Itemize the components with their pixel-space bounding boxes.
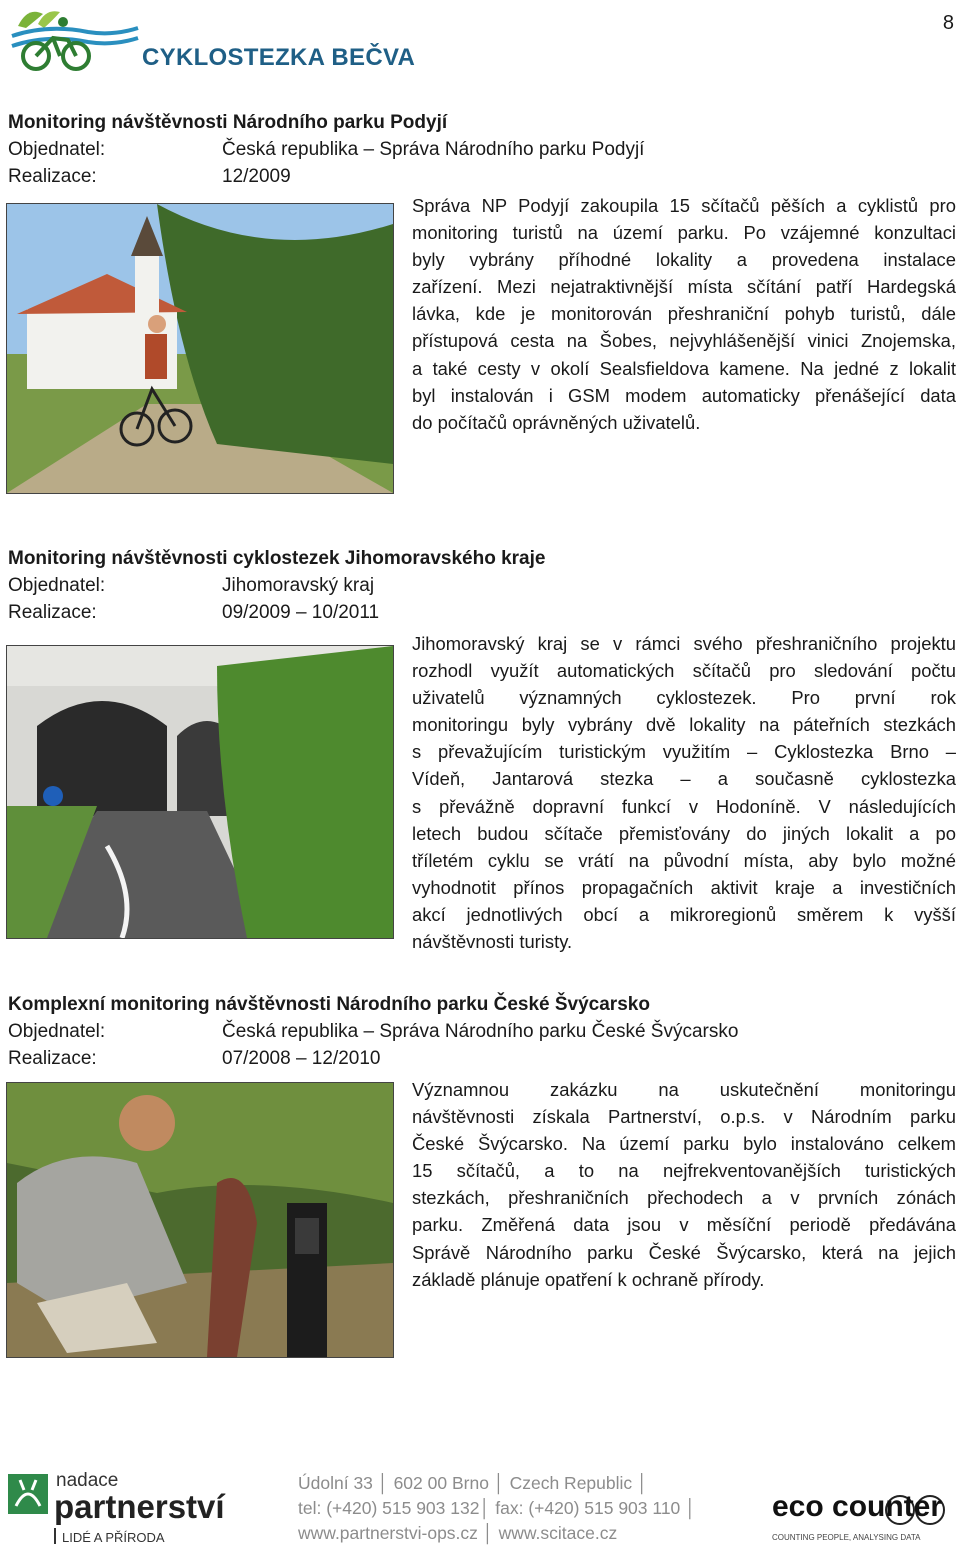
paragraph-line: monitoring turistů na území parku. Po vzájemné konzultaci bbox=[412, 222, 956, 244]
paragraph-line: s převážně dopravní funkcí v Hodoníně. V následujících bbox=[412, 795, 956, 817]
photo-cycle-path-underpass bbox=[6, 645, 394, 939]
paragraph-line: uživatelů významných cyklostezek. Pro první rok bbox=[412, 687, 956, 709]
paragraph-line: akcí jednotlivých obcí a mikroregionů směrem k vyšší bbox=[412, 903, 956, 925]
photo-cyclist-chapel bbox=[6, 203, 394, 494]
paragraph-line: Správě Národního parku České Švýcarsko, která na jejich bbox=[412, 1241, 956, 1263]
date-label: Realizace: bbox=[8, 1048, 97, 1069]
paragraph-line: stezkách, přeshraničních přechodech a v prvních zónách bbox=[412, 1187, 956, 1209]
paragraph-line: návštěvnosti turisty. bbox=[412, 931, 573, 953]
client-value: Česká republika – Správa Národního parku České Švýcarsko bbox=[222, 1021, 739, 1042]
paragraph-line: Vídeň, Jantarová stezka – a současně cyklostezka bbox=[412, 768, 956, 790]
section-title: Monitoring návštěvnosti Národního parku Podyjí bbox=[8, 112, 448, 133]
paragraph-line: základě plánuje opatření k ochraně přírody. bbox=[412, 1268, 765, 1290]
eco-counter-text: eco counter bbox=[772, 1490, 943, 1523]
date-value: 09/2009 – 10/2011 bbox=[222, 602, 380, 623]
paragraph-line: 15 sčítačů, a to na nejfrekventovanějších turistických bbox=[412, 1160, 956, 1182]
paragraph-line: návštěvnosti získala Partnerství, o.p.s. v Národním parku bbox=[412, 1106, 956, 1128]
nadace-partnerstvi-logo bbox=[6, 1468, 246, 1548]
footer-contact: tel: (+420) 515 903 132│ fax: (+420) 515 903 110 │ bbox=[298, 1498, 697, 1518]
paragraph-line: vyhodnotit přínos propagačních aktivit kraje a investičních bbox=[412, 876, 956, 898]
date-value: 07/2008 – 12/2010 bbox=[222, 1048, 381, 1069]
paragraph-line: zařízení. Mezi nejatraktivnější místa sčítání patří Hardegská bbox=[412, 276, 956, 298]
client-value: Jihomoravský kraj bbox=[222, 575, 375, 596]
paragraph-line: letech budou sčítače přemisťovány do jiných lokalit a po bbox=[412, 822, 956, 844]
cyclist-logo-icon bbox=[8, 6, 148, 76]
date-label: Realizace: bbox=[8, 166, 97, 187]
client-label: Objednatel: bbox=[8, 575, 106, 596]
paragraph-line: Správa NP Podyjí zakoupila 15 sčítačů pěších a cyklistů pro bbox=[412, 195, 956, 216]
footer-address: Údolní 33 │ 602 00 Brno │ Czech Republic │ bbox=[298, 1473, 648, 1493]
paragraph-line: lávka, kde je monitorován přeshraniční pohyb turistů, dále bbox=[412, 303, 956, 325]
logo-nadace-text: nadace bbox=[56, 1470, 119, 1491]
logo-partnerstvi-text: partnerství bbox=[54, 1488, 225, 1525]
paragraph-line: byly vybrány příhodné lokality a provedena instalace bbox=[412, 249, 956, 271]
client-label: Objednatel: bbox=[8, 139, 106, 160]
paragraph-line: rozhodl využít automatických sčítačů pro sledování počtu bbox=[412, 660, 956, 682]
section-paragraph bbox=[412, 192, 956, 436]
paragraph-line: byl instalován i GSM modem automaticky přenášející data bbox=[412, 384, 956, 406]
logo-tagline-text: LIDÉ A PŘÍRODA bbox=[62, 1530, 165, 1545]
paragraph-line: přístupová cesta na Šobes, nejvyhlášenější vinici Znojemska, bbox=[412, 330, 956, 352]
section-paragraph bbox=[412, 1076, 956, 1293]
paragraph-line: České Švýcarsko. Na území parku bylo instalováno celkem bbox=[412, 1133, 956, 1155]
paragraph-line: a také cesty v okolí Sealsfieldova kamene. Na jedné z lokalit bbox=[412, 357, 956, 379]
paragraph-line: s převažujícím turistickým využitím – Cyklostezka Brno – bbox=[412, 741, 956, 763]
section-title: Komplexní monitoring návštěvnosti Národního parku České Švýcarsko bbox=[8, 994, 650, 1015]
eco-counter-logo bbox=[770, 1488, 950, 1548]
photo-counter-installation bbox=[6, 1082, 394, 1358]
page-number: 8 bbox=[942, 12, 954, 34]
client-value: Česká republika – Správa Národního parku Podyjí bbox=[222, 139, 645, 160]
section-paragraph bbox=[412, 630, 956, 955]
date-label: Realizace: bbox=[8, 602, 97, 623]
section-title: Monitoring návštěvnosti cyklostezek Jihomoravského kraje bbox=[8, 548, 546, 569]
paragraph-line: parku. Změřená data jsou v měsíční periodě předávána bbox=[412, 1214, 956, 1236]
paragraph-line: Jihomoravský kraj se v rámci svého přeshraničního projektu bbox=[412, 633, 956, 654]
paragraph-line: tříletém cyklu se vrátí na původní místa, aby bylo možné bbox=[412, 849, 956, 871]
paragraph-line: monitoringu byly vybrány dvě lokality na páteřních stezkách bbox=[412, 714, 956, 736]
client-label: Objednatel: bbox=[8, 1021, 106, 1042]
footer-websites[interactable]: www.partnerstvi-ops.cz │ www.scitace.cz bbox=[298, 1523, 618, 1543]
paragraph-line: do počítačů oprávněných uživatelů. bbox=[412, 411, 701, 433]
eco-counter-tagline: COUNTING PEOPLE, ANALYSING DATA bbox=[772, 1533, 921, 1542]
logo-title: CYKLOSTEZKA BEČVA bbox=[142, 44, 416, 71]
date-value: 12/2009 bbox=[222, 166, 291, 187]
paragraph-line: Významnou zakázku na uskutečnění monitoringu bbox=[412, 1079, 956, 1100]
